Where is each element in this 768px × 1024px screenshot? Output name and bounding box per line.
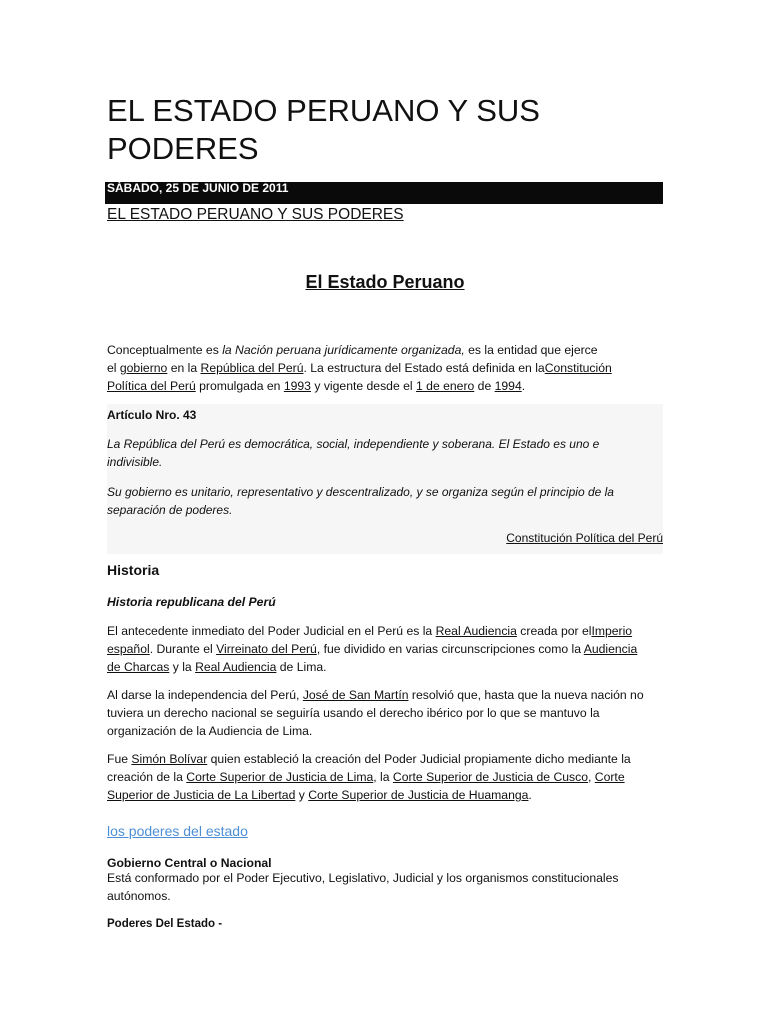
historia-subheading: Historia republicana del Perú	[107, 595, 276, 609]
intro-paragraph: Conceptualmente es la Nación peruana jurídicamente organizada, es la entidad que ejerce el gobierno en la República del Perú. La estructura del Estado está definida en laConstitución Política del Perú promulgada en 1993 y vigente desde el 1 de enero de 1994.	[107, 343, 612, 393]
link-charcas[interactable]: de Charcas	[107, 660, 170, 674]
poderes-heading: Poderes Del Estado -	[107, 918, 223, 930]
link-bolivar[interactable]: Simón Bolívar	[131, 752, 208, 766]
link-real-audiencia[interactable]: Real Audiencia	[435, 624, 517, 638]
article-quote-box	[107, 404, 663, 554]
gobierno-heading: Gobierno Central o Nacional	[107, 856, 272, 870]
main-title-line1: EL ESTADO PERUANO Y SUS	[107, 93, 540, 128]
article-paragraph-2: Su gobierno es unitario, representativo y descentralizado, y se organiza según el principio de la separación de poderes.	[107, 485, 614, 517]
link-corte-huamanga[interactable]: Corte Superior de Justicia de Huamanga	[308, 788, 529, 802]
link-gobierno[interactable]: gobierno	[119, 361, 168, 375]
link-corte-libertad[interactable]: Corte	[594, 770, 625, 784]
link-imperio[interactable]: Imperio	[591, 624, 633, 638]
link-constitucion[interactable]: Constitución	[544, 361, 612, 375]
article-source	[107, 529, 663, 547]
date-bar: SÁBADO, 25 DE JUNIO DE 2011	[105, 182, 663, 204]
main-title	[107, 92, 663, 168]
link-1993[interactable]: 1993	[283, 379, 311, 393]
section-title: El Estado Peruano	[305, 272, 465, 292]
historia-heading: Historia	[107, 562, 160, 578]
link-corte-libertad-2[interactable]: Superior de Justicia de La Libertad	[107, 788, 296, 802]
article-heading: Artículo Nro. 43	[107, 408, 197, 422]
main-title-line2: PODERES	[107, 131, 259, 166]
link-corte-cusco[interactable]: Corte Superior de Justicia de Cusco	[392, 770, 589, 784]
link-real-audiencia-2[interactable]: Real Audiencia	[195, 660, 277, 674]
link-imperio-2[interactable]: español	[107, 642, 150, 656]
post-title[interactable]: EL ESTADO PERUANO Y SUS PODERES	[107, 206, 404, 223]
historia-paragraph-1: El antecedente inmediato del Poder Judicial en el Perú es la Real Audiencia creada por elImperio español. Durante el Virreinato del Perú, fue dividido en varias circunscripciones como la Audiencia de Charcas y la Real Audiencia de Lima.	[107, 624, 638, 674]
historia-paragraph-3: Fue Simón Bolívar quien estableció la creación del Poder Judicial propiamente dicho mediante la creación de la Corte Superior de Justicia de Lima, la Corte Superior de Justicia de Cusco, Corte Superior de Justicia de La Libertad y Corte Superior de Justicia de Huamanga.	[107, 752, 631, 802]
gobierno-paragraph: Está conformado por el Poder Ejecutivo, Legislativo, Judicial y los organismos constitucionales autónomos.	[107, 871, 619, 903]
poderes-link[interactable]: los poderes del estado	[107, 823, 248, 839]
article-paragraph-1: La República del Perú es democrática, social, independiente y soberana. El Estado es uno e indivisible.	[107, 437, 600, 469]
link-1994[interactable]: 1994	[494, 379, 522, 393]
link-1-enero[interactable]: 1 de enero	[416, 379, 475, 393]
link-virreinato[interactable]: Virreinato del Perú	[216, 642, 317, 656]
link-republica[interactable]: República del Perú	[200, 361, 304, 375]
link-audiencia[interactable]: Audiencia	[583, 642, 638, 656]
historia-paragraph-2: Al darse la independencia del Perú, José de San Martín resolvió que, hasta que la nueva nación no tuviera un derecho nacional se seguiría usando el derecho ibérico por lo que se mantuvo la organización de la Audiencia de Lima.	[107, 688, 644, 738]
link-corte-lima[interactable]: Corte Superior de Justicia de Lima	[186, 770, 374, 784]
link-constitucion-2[interactable]: Política del Perú	[107, 379, 196, 393]
link-constitucion-source[interactable]: Constitución Política del Perú	[506, 531, 663, 545]
link-san-martin[interactable]: José de San Martín	[302, 688, 409, 702]
